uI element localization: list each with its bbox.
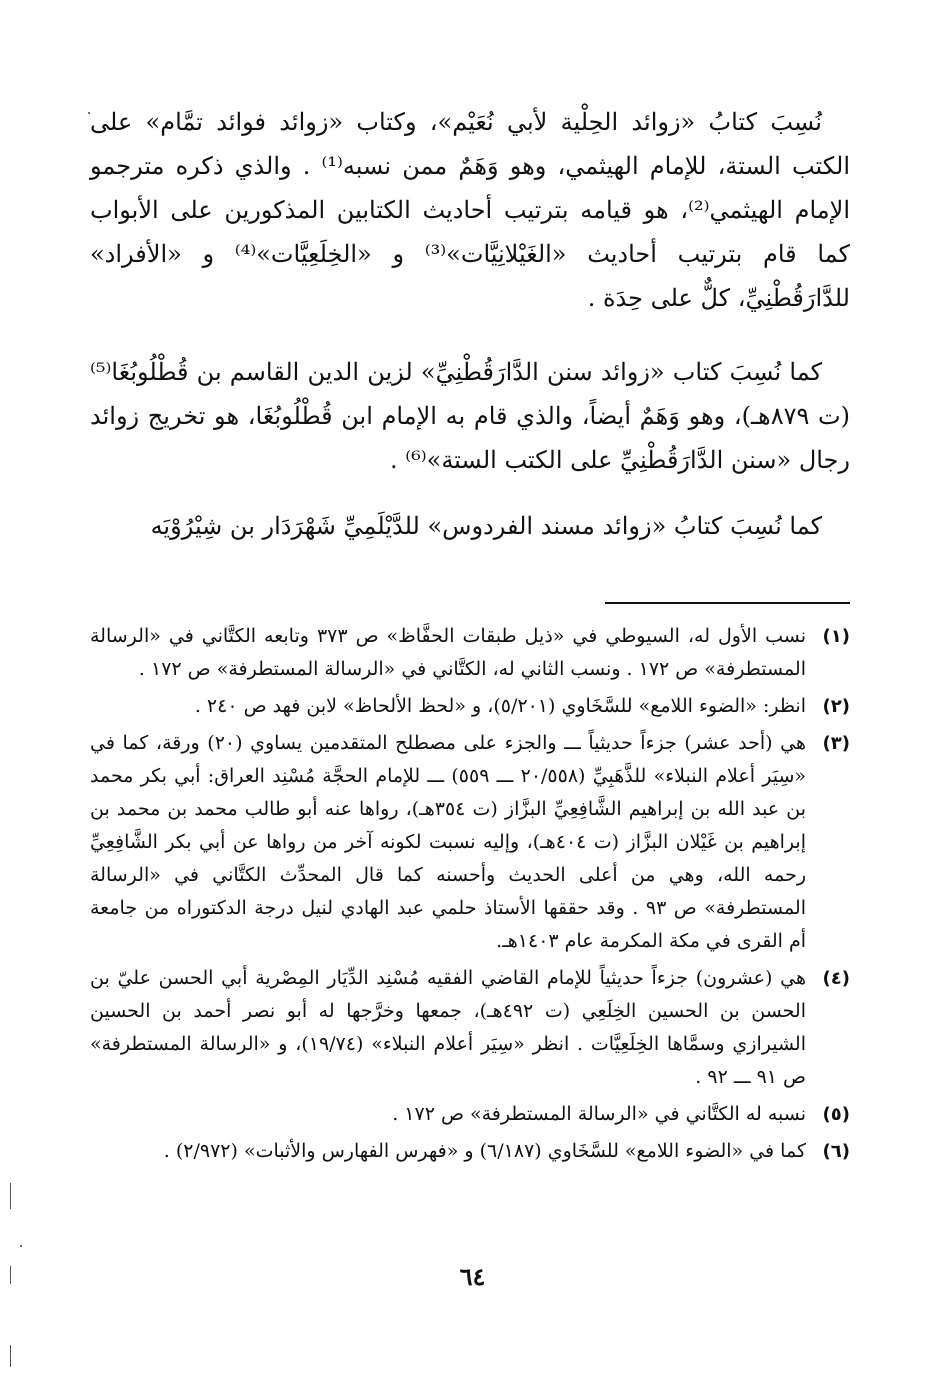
footnote: [90, 1098, 850, 1131]
scan-mark: [10, 1183, 11, 1209]
footnote-text: انظر: «الضوء اللامع» للسَّخَاوي (٥/٢٠١)، و «لحظ الألحاظ» لابن فهد ص ٢٤٠ .: [194, 695, 806, 717]
footnote-text: هي (عشرون) جزءاً حديثياً للإمام القاضي الفقيه مُسْنِد الدِّيَار المِصْرية أبي الحسن عليّ بن الحسن بن الحسين الخِلَعِي (ت ٤٩٢هـ)، جمعها وخرَّجها له أبو نصر أحمد بن الحسين الشيرازي وسمَّاها الخِلَعِيَّات . انظر «سِيَر أعلام النبلاء» (١٩/٧٤)، و «الرسالة المستطرفة» ص ٩١ ـــ ٩٢ .: [90, 967, 806, 1088]
page-number: ٦٤: [459, 1262, 486, 1291]
scan-speck: [88, 112, 90, 114]
footnote-number: (٦): [822, 1141, 850, 1162]
paragraph-text: كما نُسِبَ كتاب «زوائد سنن الدَّارَقُطْنِيِّ» لزين الدين القاسم بن قُطْلُوبُغَا⁽⁵⁾ (ت ٨٧٩هـ)، وهو وَهَمٌ أيضاً، والذي قام به الإمام ابن قُطْلُوبُغَا، هو تخريج زوائد رجال «سنن الدَّارَقُطْنِيِّ على الكتب الستة»⁽⁶⁾ .: [90, 358, 851, 474]
footnote-text: نسبه له الكتَّاني في «الرسالة المستطرفة» ص ١٧٢ .: [392, 1103, 806, 1125]
footnote: [90, 1135, 850, 1168]
paragraph-text: كما نُسِبَ كتابُ «زوائد مسند الفردوس» للدَّيْلَمِيِّ شَهْرَدَار بن شِيْرُوْيَه: [150, 512, 822, 540]
paragraph-text: نُسِبَ كتابُ «زوائد الحِلْية لأبي نُعَيْم»، وكتاب «زوائد فوائد تمَّام» على الكتب الستة، للإمام الهيثمي، وهو وَهَمٌ ممن نسبه⁽¹⁾ . والذي ذكره مترجمو الإمام الهيثمي⁽²⁾، هو قيامه بترتيب أحاديث الكتابين المذكورين على الأبواب كما قام بترتيب أحاديث «الغَيْلانِيَّات»⁽³⁾ و «الخِلَعِيَّات»⁽⁴⁾ و «الأفراد» للدَّارَقُطْنِيِّ، كلٌّ على حِدَة .: [90, 108, 850, 312]
paragraph: [90, 350, 850, 482]
footnote-text: هي (أحد عشر) جزءاً حديثياً ـــ والجزء على مصطلح المتقدمين يساوي (٢٠) ورقة، كما في «سِيَر أعلام النبلاء» للذَّهَبِيِّ (٢٠/٥٥٨ ـــ ٥٥٩) ـــ للإمام الحجَّة مُسْنِد العراق: أبي بكر محمد بن عبد الله بن إبراهيم الشَّافِعِيِّ البزَّاز (ت ٣٥٤هـ)، رواها عنه أبو طالب محمد بن محمد بن إبراهيم بن غَيْلان البزَّاز (ت ٤٠٤هـ)، وإليه نسبت لكونه آخر من رواها عن أبي بكر الشَّافِعِيِّ رحمه الله، وهي من أعلى الحديث وأحسنه كما قال المحدِّث الكتَّاني في «الرسالة المستطرفة» ص ٩٣ . وقد حققها الأستاذ حلمي عبد الهادي لنيل درجة الدكتوراه من جامعة أم القرى في مكة المكرمة عام ١٤٠٣هـ.: [90, 732, 807, 952]
scan-mark: [10, 1266, 11, 1284]
main-text: [90, 100, 850, 548]
footnote-number: (٢): [822, 696, 850, 717]
footnote-number: (٣): [822, 733, 850, 754]
footnote-text: كما في «الضوء اللامع» للسَّخَاوي (٦/١٨٧) و «فهرس الفهارس والأثبات» (٢/٩٧٢) .: [163, 1140, 806, 1162]
footnote: [90, 962, 850, 1094]
footnote: [90, 620, 850, 686]
footnote-number: (١): [822, 626, 850, 647]
footnote: [90, 690, 850, 723]
paragraph: [90, 100, 850, 320]
footnote: [90, 727, 850, 958]
footnote-number: (٥): [822, 1104, 850, 1125]
footnote-separator: [605, 602, 850, 604]
paragraph: [90, 504, 850, 548]
footnote-text: نسب الأول له، السيوطي في «ذيل طبقات الحفَّاظ» ص ٣٧٣ وتابعه الكتَّاني في «الرسالة المستطرفة» ص ١٧٢ . ونسب الثاني له، الكتَّاني في «الرسالة المستطرفة» ص ١٧٢ .: [90, 625, 807, 680]
footnotes: [90, 620, 850, 1172]
scan-mark: [10, 1345, 11, 1367]
footnote-number: (٤): [822, 968, 850, 989]
scan-speck: [20, 1245, 22, 1247]
